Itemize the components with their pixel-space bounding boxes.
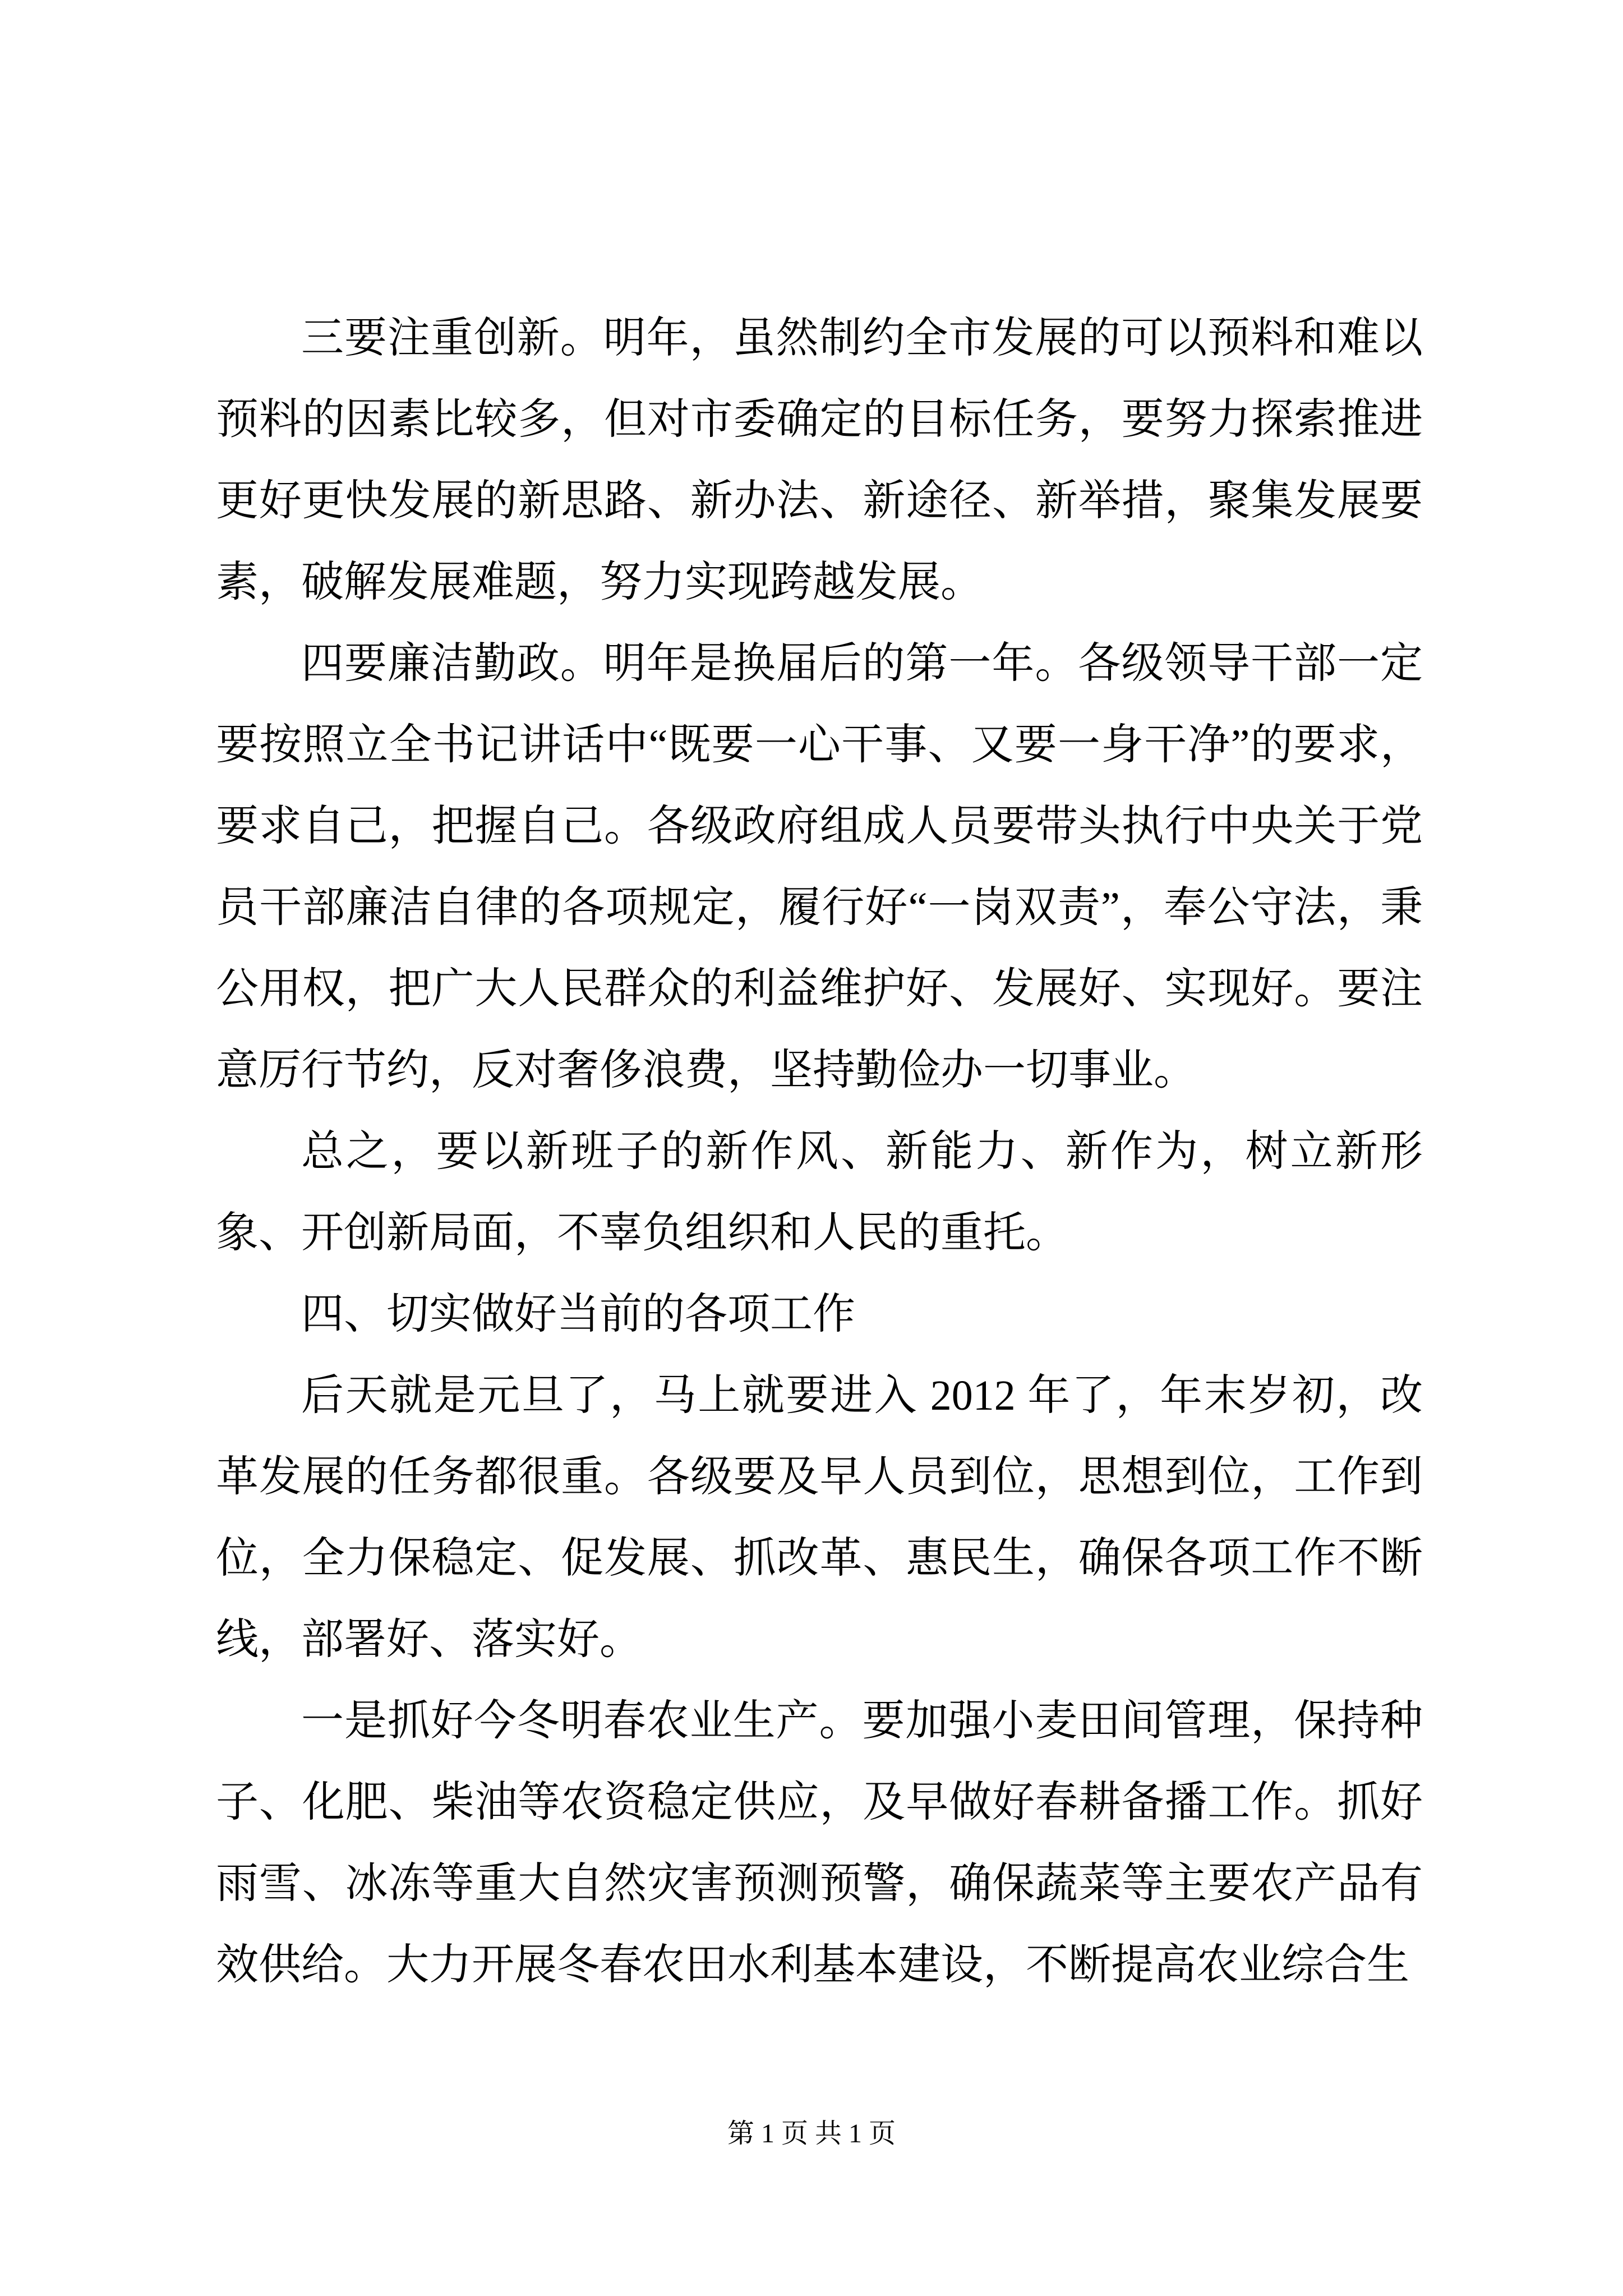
paragraph-summary: 总之，要以新班子的新作风、新能力、新作为，树立新形象、开创新局面，不辜负组织和人民的重托。 [216, 1128, 1423, 1257]
paragraph-new-year-tasks: 后天就是元旦了，马上就要进入 2012 年了，年末岁初，改革发展的任务都很重。各级要及早人员到位，思想到位，工作到位，全力保稳定、促发展、抓改革、惠民生，确保各项工作不断线，部署好、落实好。 [216, 1372, 1423, 1663]
paragraph-three-innovation: 三要注重创新。明年，虽然制约全市发展的可以预料和难以预料的因素比较多，但对市委确定的目标任务，要努力探索推进更好更快发展的新思路、新办法、新途径、新举措，聚集发展要素，破解发展难题，努力实现跨越发展。 [216, 315, 1423, 606]
page-number-text: 第 1 页 共 1 页 [727, 2119, 896, 2148]
document-body [216, 298, 1423, 2006]
page-footer [0, 2114, 1623, 2154]
paragraph-agriculture-production: 一是抓好今冬明春农业生产。要加强小麦田间管理，保持种子、化肥、柴油等农资稳定供应，及早做好春耕备播工作。抓好雨雪、冰冻等重大自然灾害预测预警，确保蔬菜等主要农产品有效供给。大力开展冬春农田水利基本建设，不断提高农业综合生 [216, 1697, 1423, 1989]
section-heading-current-work: 四、切实做好当前的各项工作 [301, 1291, 855, 1338]
paragraph-four-clean-governance: 四要廉洁勤政。明年是换届后的第一年。各级领导干部一定要按照立全书记讲话中“既要一心干事、又要一身干净”的要求，要求自己，把握自己。各级政府组成人员要带头执行中央关于党员干部廉洁自律的各项规定，履行好“一岗双责”，奉公守法，秉公用权，把广大人民群众的利益维护好、发展好、实现好。要注意厉行节约，反对奢侈浪费，坚持勤俭办一切事业。 [216, 640, 1423, 1094]
